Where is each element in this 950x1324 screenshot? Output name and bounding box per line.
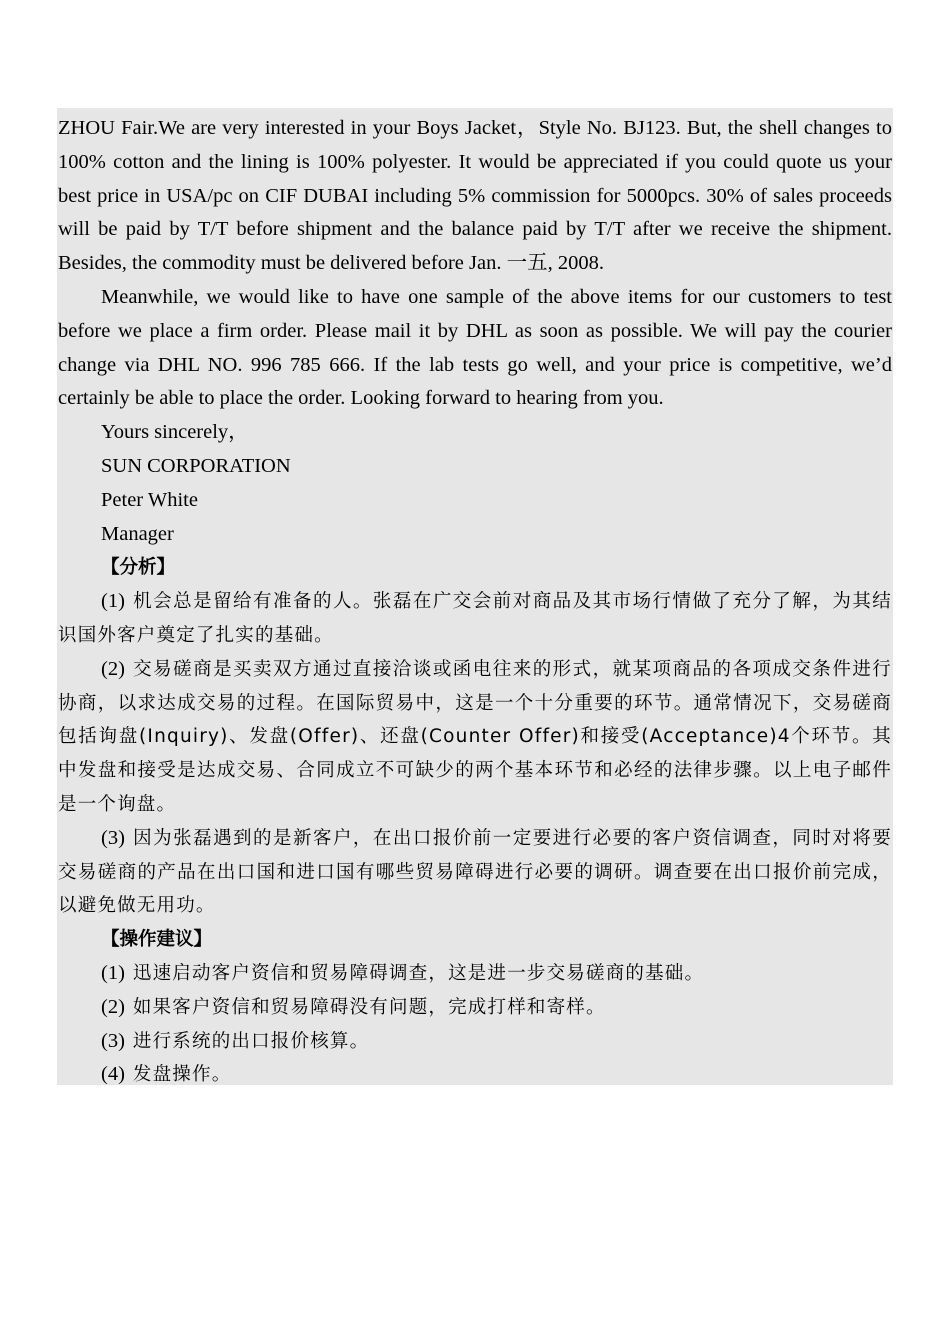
suggestion-item-text: 如果客户资信和贸易障碍没有问题，完成打样和寄样。 xyxy=(132,996,606,1018)
suggestion-item xyxy=(58,1058,892,1092)
analysis-heading: 【分析】 xyxy=(101,557,176,579)
suggestion-item-text: 进行系统的出口报价核算。 xyxy=(132,1030,370,1052)
analysis-item xyxy=(58,822,892,923)
analysis-item-number: (1) xyxy=(101,590,125,613)
suggestion-item-number: (2) xyxy=(101,995,125,1018)
analysis-item xyxy=(58,653,892,822)
suggestion-item-text: 发盘操作。 xyxy=(132,1064,232,1086)
suggestion-item xyxy=(58,1025,892,1059)
suggestion-item-number: (3) xyxy=(101,1029,125,1052)
analysis-item xyxy=(58,585,892,653)
suggestions-heading: 【操作建议】 xyxy=(101,929,213,951)
suggestion-item-number: (4) xyxy=(101,1063,125,1086)
letter-signer-title: Manager xyxy=(101,522,174,545)
analysis-item-text: 机会总是留给有准备的人。张磊在广交会前对商品及其市场行情做了充分了解，为其结识国外客户奠定了扎实的基础。 xyxy=(58,591,892,646)
suggestion-item-number: (1) xyxy=(101,961,125,984)
analysis-item-text: 因为张磊遇到的是新客户，在出口报价前一定要进行必要的客户资信调查，同时对将要交易磋商的产品在出口国和进口国有哪些贸易障碍进行必要的调研。调查要在出口报价前完成，以避免做无用功。 xyxy=(58,827,892,917)
analysis-item-number: (2) xyxy=(101,657,125,680)
analysis-item-text: 交易磋商是买卖双方通过直接洽谈或函电往来的形式，就某项商品的各项成交条件进行协商，以求达成交易的过程。在国际贸易中，这是一个十分重要的环节。通常情况下，交易磋商包括询盘(Inquiry)、发盘(Offer)、还盘(Counter Offer)和接受(Acceptance)4个环节。其中发盘和接受是达成交易、合同成立不可缺少的两个基本环节和必经的法律步骤。以上电子邮件是一个询盘。 xyxy=(58,658,892,815)
document-body xyxy=(58,112,892,1092)
letter-closing: Yours sincerely， xyxy=(101,421,249,444)
suggestion-item-text: 迅速启动客户资信和贸易障碍调查，这是进一步交易磋商的基础。 xyxy=(132,962,705,984)
suggestion-item xyxy=(58,991,892,1025)
analysis-item-number: (3) xyxy=(101,826,125,849)
letter-paragraph-1: ZHOU Fair.We are very interested in your Boys Jacket，Style No. BJ123. But, the shell changes to 100% cotton and the lining is 100% polyester. It would be appreciated if you could quote us your best price in USA/pc on CIF DUBAI including 5% commission for 5000pcs. 30% of sales proceeds will be paid by T/T before shipment and the balance paid by T/T after we receive the shipment. Besides, the commodity must be delivered before Jan. 一五, 2008. xyxy=(58,117,892,275)
letter-signer: Peter White xyxy=(101,488,198,511)
letter-paragraph-2: Meanwhile, we would like to have one sample of the above items for our customers to test before we place a firm order. Please mail it by DHL as soon as possible. We will pay the courier change via DHL NO. 996 785 666. If the lab tests go well, and your price is competitive, we’d certainly be able to place the order. Looking forward to hearing from you. xyxy=(58,285,892,410)
letter-company: SUN CORPORATION xyxy=(101,454,291,477)
suggestion-item xyxy=(58,957,892,991)
